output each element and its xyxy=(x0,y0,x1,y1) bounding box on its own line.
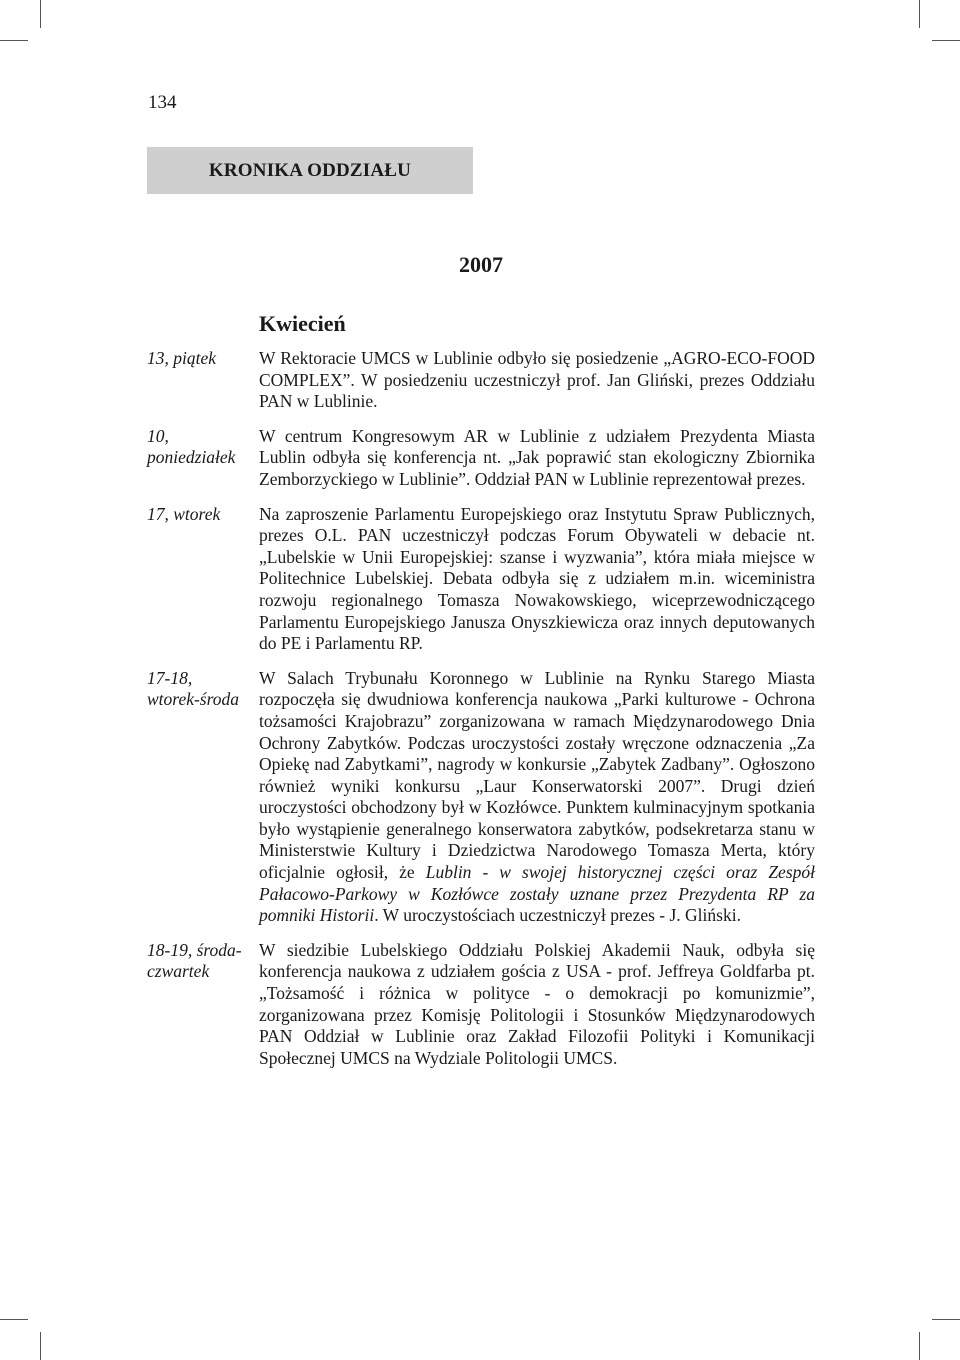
crop-mark xyxy=(0,1319,28,1320)
entry-date: 17, wtorek xyxy=(147,503,221,524)
chronicle-entry xyxy=(147,668,815,927)
entry-text: W Rektoracie UMCS w Lublinie odbyło się posiedzenie „AGRO-ECO-FOOD COMPLEX”. W posiedzeniu uczestniczył prof. Jan Gliński, prezes Oddziału PAN w Lublinie. xyxy=(259,348,815,412)
entry-date: 10, poniedziałek xyxy=(147,425,236,468)
entry-text: Na zaproszenie Parlamentu Europejskiego oraz Instytutu Spraw Publicznych, prezes O.L. PAN uczestniczył podczas Forum Obywateli w debacie nt. „Lubelskie w Unii Europejskiej: szanse i wyzwania”, która miała miejsce w Politechnice Lubelskiej. Debata odbyła się z udziałem m.in. wiceministra rozwoju regionalnego Tomasza Nowakowskiego, wiceprzewodniczącego Parlamentu Europejskiego Janusza Onyszkiewicza oraz innych deputowanych do PE i Parlamentu RP. xyxy=(259,503,815,654)
year-heading: 2007 xyxy=(459,252,503,277)
entry-text xyxy=(259,668,815,927)
entry-date: 13, piątek xyxy=(147,348,217,368)
chronicle-entry xyxy=(147,348,815,413)
entry-date: 17-18, wtorek-środa xyxy=(147,667,240,710)
crop-mark xyxy=(932,40,960,41)
chronicle-entry xyxy=(147,940,815,1070)
chronicle-entry xyxy=(147,426,815,491)
crop-mark xyxy=(932,1319,960,1320)
crop-mark xyxy=(919,0,920,28)
entry-text-end: . W uroczystościach uczestniczył prezes - J. Gliński. xyxy=(374,905,741,926)
crop-mark xyxy=(0,40,28,41)
entry-text-italic: Lublin - w swojej historycznej części oraz Zespół Pałacowo-Parkowy w Kozłówce zostały uznane przez Prezydenta RP za pomniki Historii xyxy=(259,862,815,926)
crop-mark xyxy=(40,1332,41,1360)
chronicle-entries xyxy=(147,348,815,1082)
chronicle-entry xyxy=(147,504,815,655)
entry-text: W centrum Kongresowym AR w Lublinie z udziałem Prezydenta Miasta Lublin odbyła się konferencja nt. „Jak poprawić stan ekologiczny Zbiornika Zemborzyckiego w Lublinie”. Oddział PAN w Lublinie reprezentował prezes. xyxy=(259,425,815,489)
entry-text: W siedzibie Lubelskiego Oddziału Polskiej Akademii Nauk, odbyła się konferencja naukowa z udziałem gościa z USA - prof. Jeffreya Goldfarba pt. „Tożsamość i różnica w polityce - o demokracji po komunizmie”, zorganizowana przez Komisję Politologii i Stosunków Międzynarodowych PAN Oddział w Lublinie oraz Zakład Filozofii Polityki i Komunikacji Społecznej UMCS na Wydziale Politologii UMCS. xyxy=(259,939,815,1068)
section-header xyxy=(147,147,473,194)
entry-date: 18-19, środa- czwartek xyxy=(147,939,242,982)
crop-mark xyxy=(40,0,41,28)
month-heading: Kwiecień xyxy=(259,311,346,336)
entry-text-start: W Salach Trybunału Koronnego w Lublinie na Rynku Starego Miasta rozpoczęła się dwudniowa konferencja naukowa „Parki kulturowe - Ochrona tożsamości Krajobrazu” zorganizowana w ramach Międzynarodowego Dnia Ochrony Zabytków. Podczas uroczystości zostały wręczone odznaczenia „Za Opiekę nad Zabytkami”, nagrody w konkursie „Zabytek Zadbany”. Ogłoszono również wyniki konkursu „Laur Konserwatorski 2007”. Drugi dzień uroczystości obchodzony był w Kozłówce. Punktem kulminacyjnym spotkania było wystąpienie generalnego konserwatora zabytków, podsekretarza stanu w Ministerstwie Kultury i Dziedzictwa Narodowego Tomasza Merta, który oficjalnie ogłosił, że xyxy=(259,667,815,883)
section-title: KRONIKA ODDZIAŁU xyxy=(208,159,412,181)
page-number: 134 xyxy=(148,92,177,113)
crop-mark xyxy=(919,1332,920,1360)
